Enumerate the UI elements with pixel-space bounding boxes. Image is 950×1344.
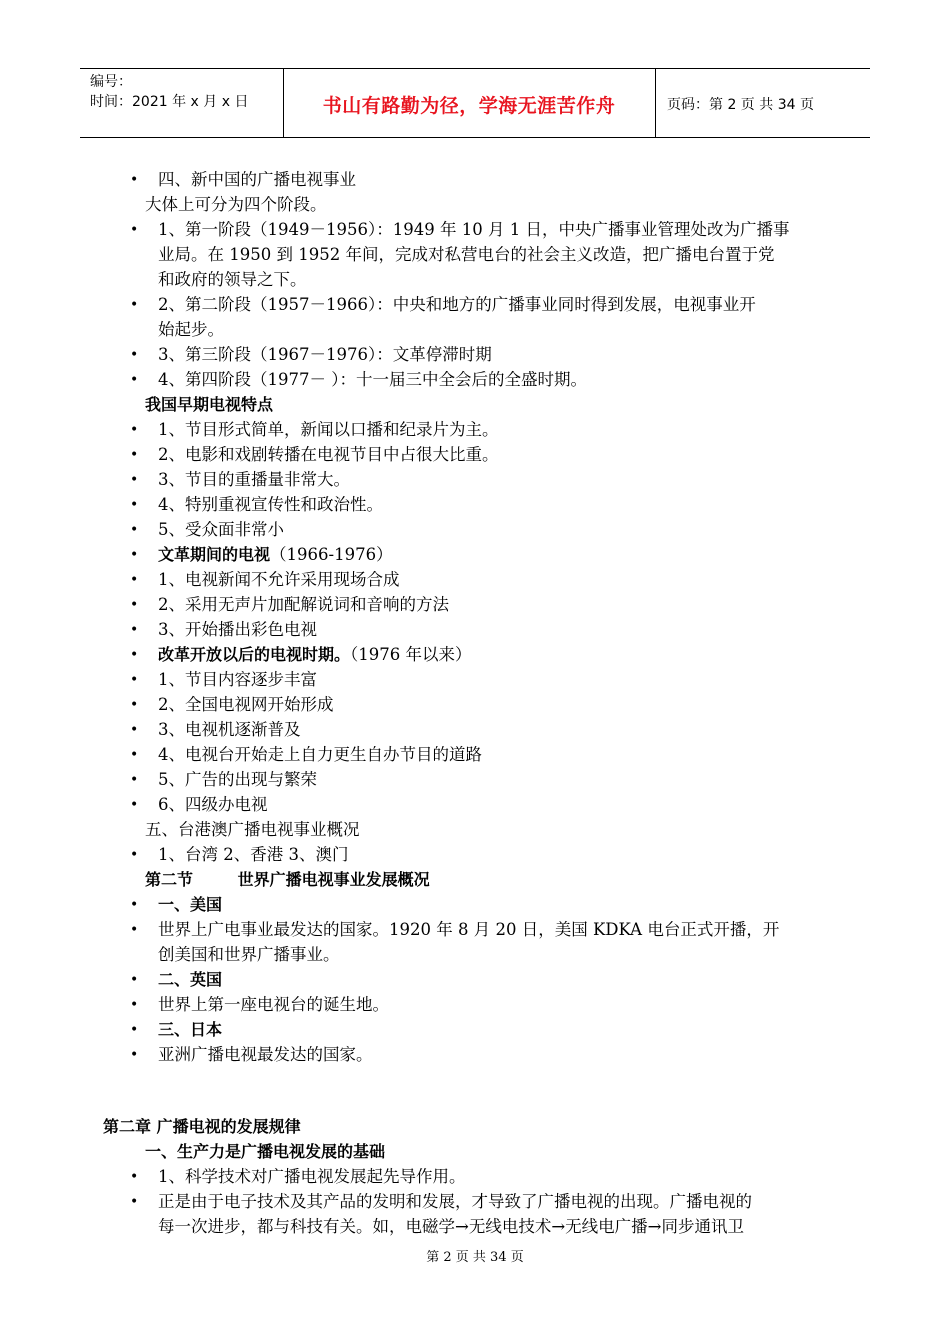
list-item: 1、节目内容逐步丰富 (158, 670, 317, 689)
list-item: 3、开始播出彩色电视 (158, 620, 317, 639)
bullet: • (130, 447, 139, 463)
page-info: 页码：第 2 页 共 34 页 (667, 97, 814, 113)
header-motto-cell (283, 69, 656, 137)
chapter-title: 第二章 广播电视的发展规律 (103, 1117, 301, 1136)
paragraph: 2、第二阶段（1957－1966）：中央和地方的广播事业同时得到发展，电视事业开 (158, 295, 756, 314)
list-item: 5、广告的出现与繁荣 (158, 770, 317, 789)
paragraph: 业局。在 1950 到 1952 年间，完成对私营电台的社会主义改造，把广播电台置于党 (158, 245, 775, 264)
paragraph: 和政府的领导之下。 (158, 270, 307, 289)
paragraph: 大体上可分为四个阶段。 (145, 195, 327, 214)
bullet: • (130, 897, 139, 913)
list-item: 4、特别重视宣传性和政治性。 (158, 495, 383, 514)
bullet: • (130, 697, 139, 713)
list-item: 5、受众面非常小 (158, 520, 284, 539)
bullet: • (130, 497, 139, 513)
bullet: • (130, 1194, 139, 1210)
bullet: • (130, 372, 139, 388)
subheading-suffix: （1966-1976） (270, 545, 393, 564)
list-item: 1、台湾 2、香港 3、澳门 (158, 845, 349, 864)
country-heading: 二、英国 (158, 970, 223, 989)
paragraph: 始起步。 (158, 320, 224, 339)
list-item: 4、电视台开始走上自力更生自办节目的道路 (158, 745, 482, 764)
bullet: • (130, 622, 139, 638)
bullet: • (130, 172, 139, 188)
paragraph: 4、第四阶段（1977－ ）：十一届三中全会后的全盛时期。 (158, 370, 587, 389)
bullet: • (130, 547, 139, 563)
page-footer: 第 2 页 共 34 页 (426, 1250, 524, 1265)
bullet: • (130, 472, 139, 488)
bullet: • (130, 922, 139, 938)
country-heading: 三、日本 (158, 1020, 223, 1039)
bullet: • (130, 747, 139, 763)
page-header (80, 68, 870, 138)
list-item: 1、节目形式简单，新闻以口播和纪录片为主。 (158, 420, 499, 439)
subheading-bold: 改革开放以后的电视时期。 (158, 645, 351, 664)
list-item: 2、全国电视网开始形成 (158, 695, 334, 714)
paragraph: 创美国和世界广播事业。 (158, 945, 340, 964)
number-label: 编号： (90, 74, 132, 90)
country-heading: 一、美国 (158, 895, 223, 914)
list-item: 3、电视机逐渐普及 (158, 720, 301, 739)
bullet: • (130, 672, 139, 688)
subheading-suffix: （1976 年以来） (350, 645, 472, 664)
paragraph: 1、第一阶段（1949－1956）：1949 年 10 月 1 日，中央广播事业管理处改为广播事 (158, 220, 790, 239)
section-heading-4: 四、新中国的广播电视事业 (158, 170, 356, 189)
bullet: • (130, 347, 139, 363)
list-item: 1、电视新闻不允许采用现场合成 (158, 570, 400, 589)
paragraph: 1、科学技术对广播电视发展起先导作用。 (158, 1167, 466, 1186)
header-meta-cell (80, 69, 284, 137)
list-item: 2、电影和戏剧转播在电视节目中占很大比重。 (158, 445, 499, 464)
motto: 书山有路勤为径，学海无涯苦作舟 (322, 95, 616, 117)
bullet: • (130, 847, 139, 863)
bullet: • (130, 772, 139, 788)
section-heading-5: 五、台港澳广播电视事业概况 (145, 820, 360, 839)
bullet: • (130, 297, 139, 313)
bullet: • (130, 1022, 139, 1038)
bullet: • (130, 1169, 139, 1185)
bullet: • (130, 722, 139, 738)
list-item: 3、节目的重播量非常大。 (158, 470, 350, 489)
bullet: • (130, 422, 139, 438)
paragraph: 正是由于电子技术及其产品的发明和发展，才导致了广播电视的出现。广播电视的 (158, 1192, 752, 1211)
subheading: 我国早期电视特点 (145, 395, 274, 414)
subheading (158, 543, 393, 567)
bullet: • (130, 797, 139, 813)
header-page-cell (655, 69, 870, 137)
bullet: • (130, 222, 139, 238)
date-label: 时间：2021 年 x 月 x 日 (90, 94, 249, 110)
list-item: 6、四级办电视 (158, 795, 268, 814)
bullet: • (130, 972, 139, 988)
list-item: 2、采用无声片加配解说词和音响的方法 (158, 595, 449, 614)
paragraph: 世界上第一座电视台的诞生地。 (158, 995, 389, 1014)
bullet: • (130, 1047, 139, 1063)
paragraph: 亚洲广播电视最发达的国家。 (158, 1045, 373, 1064)
paragraph: 3、第三阶段（1967－1976）：文革停滞时期 (158, 345, 492, 364)
bullet: • (130, 997, 139, 1013)
subheading-bold: 文革期间的电视 (158, 545, 271, 564)
section-title: 第二节 世界广播电视事业发展概况 (145, 870, 430, 889)
paragraph: 每一次进步，都与科技有关。如，电磁学→无线电技术→无线电广播→同步通讯卫 (158, 1217, 744, 1236)
bullet: • (130, 647, 139, 663)
paragraph: 世界上广电事业最发达的国家。1920 年 8 月 20 日，美国 KDKA 电台正式开播，开 (158, 920, 780, 939)
bullet: • (130, 597, 139, 613)
subheading (158, 643, 472, 667)
bullet: • (130, 522, 139, 538)
chapter-subheading: 一、生产力是广播电视发展的基础 (145, 1142, 386, 1161)
bullet: • (130, 572, 139, 588)
